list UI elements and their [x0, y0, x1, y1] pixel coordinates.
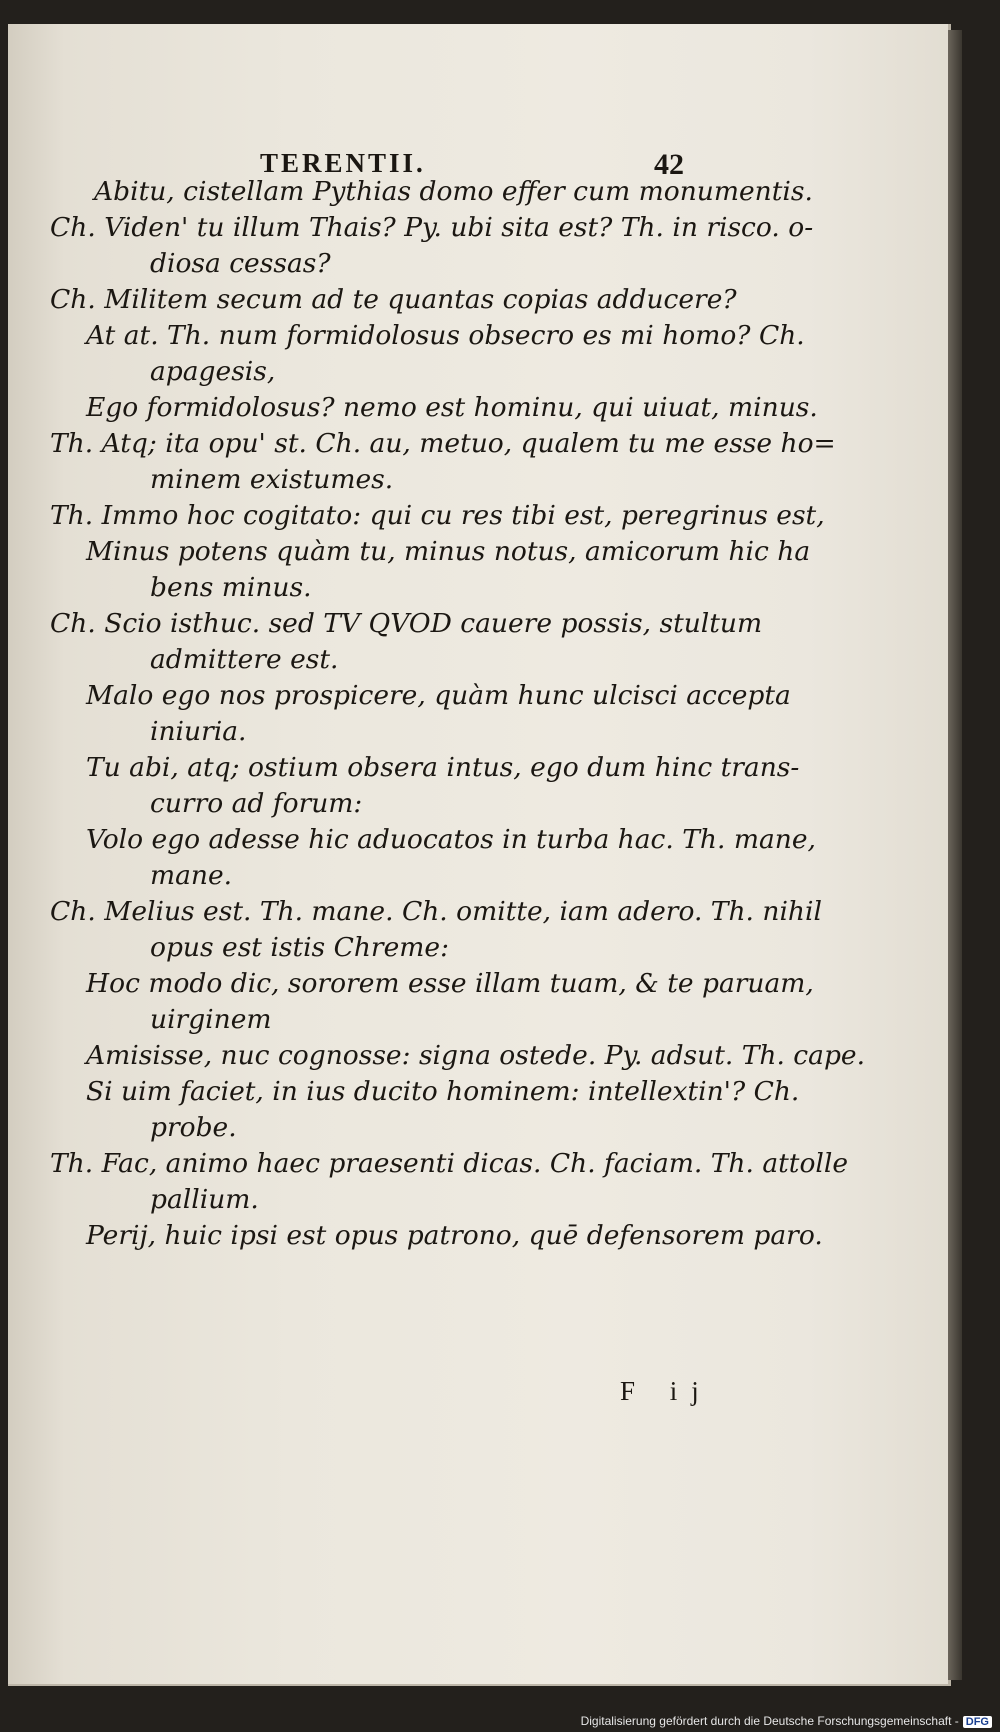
- text-line: Ego formidolosus? nemo est hominu, qui uiuat, minus.: [86, 392, 818, 423]
- text-line: uirginem: [150, 1004, 272, 1035]
- text-line: apagesis,: [150, 356, 276, 387]
- text-line: Th. Atq; ita opu' st. Ch. au, metuo, qualem tu me esse ho=: [50, 428, 836, 459]
- text-line: Malo ego nos prospicere, quàm hunc ulcisci accepta: [86, 680, 791, 711]
- page-edge: [948, 30, 962, 1680]
- text-line: Perij, huic ipsi est opus patrono, quē defensorem paro.: [86, 1220, 823, 1251]
- running-title: TERENTII.: [260, 148, 426, 178]
- text-line: Si uim faciet, in ius ducito hominem: intellextin'? Ch.: [86, 1076, 800, 1107]
- text-line: bens minus.: [150, 572, 312, 603]
- text-line: diosa cessas?: [150, 248, 331, 279]
- text-line: pallium.: [150, 1184, 259, 1215]
- text-line: probe.: [150, 1112, 237, 1143]
- text-line: opus est istis Chreme:: [150, 932, 450, 963]
- signature-mark: F ij: [620, 1376, 713, 1406]
- text-line: Ch. Melius est. Th. mane. Ch. omitte, iam adero. Th. nihil: [50, 896, 822, 927]
- text-line: iniuria.: [150, 716, 247, 747]
- text-line: Tu abi, atq; ostium obsera intus, ego dum hinc trans-: [86, 752, 800, 783]
- text-line: admittere est.: [150, 644, 339, 675]
- text-line: Th. Fac, animo haec praesenti dicas. Ch. faciam. Th. attolle: [50, 1148, 849, 1179]
- text-line: Ch. Viden' tu illum Thais? Py. ubi sita est? Th. in risco. o-: [50, 212, 814, 243]
- text-block: [50, 134, 866, 1254]
- text-line: At at. Th. num formidolosus obsecro es mi homo? Ch.: [86, 320, 805, 351]
- text-line: Hoc modo dic, sororem esse illam tuam, & te paruam,: [86, 968, 814, 999]
- text-line: Volo ego adesse hic aduocatos in turba hac. Th. mane,: [86, 824, 816, 855]
- text-line: Th. Immo hoc cogitato: qui cu res tibi est, peregrinus est,: [50, 500, 825, 531]
- text-line: Abitu, cistellam Pythias domo effer cum monumentis.: [94, 176, 813, 207]
- credit-text: Digitalisierung gefördert durch die Deutsche Forschungsgemeinschaft -: [580, 1714, 959, 1728]
- dfg-logo-icon: DFG: [963, 1716, 992, 1728]
- digitization-credit: [581, 1714, 992, 1728]
- text-line: curro ad forum:: [150, 788, 363, 819]
- book-page: [8, 24, 951, 1686]
- text-line: Ch. Militem secum ad te quantas copias adducere?: [50, 284, 737, 315]
- text-line: mane.: [150, 860, 233, 891]
- text-line: Ch. Scio isthuc. sed TV QVOD cauere possis, stultum: [50, 608, 763, 639]
- text-line: Amisisse, nuc cognosse: signa ostede. Py. adsut. Th. cape.: [86, 1040, 866, 1071]
- verse-lines: [50, 174, 866, 1254]
- text-line: minem existumes.: [150, 464, 394, 495]
- running-head: [50, 134, 740, 181]
- page-number: 42: [654, 148, 684, 181]
- text-line: Minus potens quàm tu, minus notus, amicorum hic ha: [86, 536, 811, 567]
